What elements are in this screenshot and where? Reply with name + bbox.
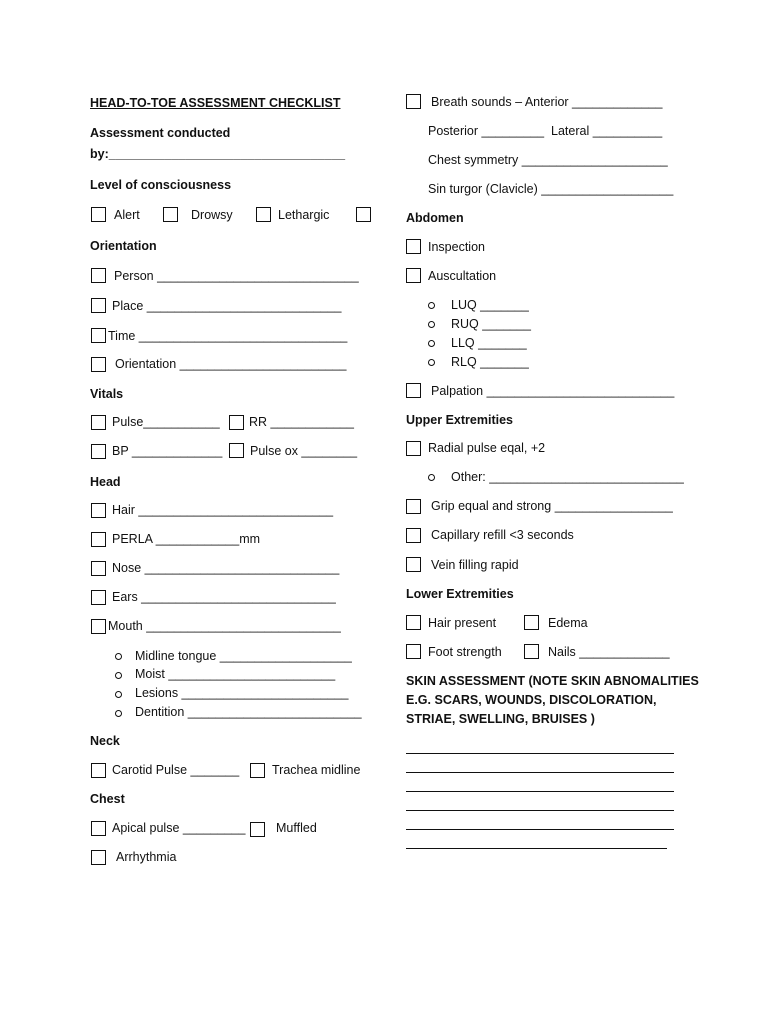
bullet-icon	[115, 710, 122, 717]
hair-present-checkbox[interactable]	[406, 615, 421, 630]
rlq-field[interactable]: RLQ _______	[451, 355, 529, 369]
bullet-icon	[115, 691, 122, 698]
skin-notes-line-5[interactable]	[406, 829, 674, 830]
vitals-heading: Vitals	[90, 387, 124, 401]
midline-tongue-field[interactable]: Midline tongue ___________________	[135, 649, 352, 663]
breath-anterior-field[interactable]: Breath sounds – Anterior _____________	[431, 95, 663, 109]
orientation-checkbox[interactable]	[91, 357, 106, 372]
bullet-icon	[115, 653, 122, 660]
nails-field[interactable]: Nails _____________	[548, 645, 670, 659]
head-heading: Head	[90, 475, 121, 489]
hair-checkbox[interactable]	[91, 503, 106, 518]
foot-strength-checkbox[interactable]	[406, 644, 421, 659]
orientation-heading: Orientation	[90, 239, 157, 253]
vein-filling-checkbox[interactable]	[406, 557, 421, 572]
time-field[interactable]: Time ______________________________	[108, 329, 348, 343]
hair-field[interactable]: Hair ____________________________	[112, 503, 334, 517]
radial-pulse-checkbox[interactable]	[406, 441, 421, 456]
rr-field[interactable]: RR ____________	[249, 415, 354, 429]
moist-field[interactable]: Moist ________________________	[135, 667, 336, 681]
ears-field[interactable]: Ears ____________________________	[112, 590, 336, 604]
bullet-icon	[115, 672, 122, 679]
grip-field[interactable]: Grip equal and strong _________________	[431, 499, 673, 513]
dentition-field[interactable]: Dentition _________________________	[135, 705, 362, 719]
skin-notes-line-6[interactable]	[406, 848, 667, 849]
upper-extremities-heading: Upper Extremities	[406, 413, 513, 427]
abdomen-heading: Abdomen	[406, 211, 464, 225]
nose-field[interactable]: Nose ____________________________	[112, 561, 340, 575]
arrhythmia-checkbox[interactable]	[91, 850, 106, 865]
lethargic-checkbox[interactable]	[256, 207, 271, 222]
orientation-field[interactable]: Orientation ________________________	[115, 357, 347, 371]
auscultation-label: Auscultation	[428, 269, 497, 283]
perla-field[interactable]: PERLA ____________mm	[112, 532, 261, 546]
muffled-label: Muffled	[276, 821, 317, 835]
pulse-ox-field[interactable]: Pulse ox ________	[250, 444, 358, 458]
ruq-field[interactable]: RUQ _______	[451, 317, 531, 331]
arrhythmia-label: Arrhythmia	[116, 850, 177, 864]
chest-heading: Chest	[90, 792, 125, 806]
place-checkbox[interactable]	[91, 298, 106, 313]
person-checkbox[interactable]	[91, 268, 106, 283]
ears-checkbox[interactable]	[91, 590, 106, 605]
carotid-pulse-checkbox[interactable]	[91, 763, 106, 778]
carotid-pulse-field[interactable]: Carotid Pulse _______	[112, 763, 240, 777]
bullet-icon	[428, 321, 435, 328]
pulse-field[interactable]: Pulse___________	[112, 415, 220, 429]
lower-extremities-heading: Lower Extremities	[406, 587, 514, 601]
perla-checkbox[interactable]	[91, 532, 106, 547]
pulse-checkbox[interactable]	[91, 415, 106, 430]
alert-checkbox[interactable]	[91, 207, 106, 222]
page-title: HEAD-TO-TOE ASSESSMENT CHECKLIST	[90, 96, 341, 110]
neck-heading: Neck	[90, 734, 120, 748]
apical-pulse-checkbox[interactable]	[91, 821, 106, 836]
skin-notes-line-4[interactable]	[406, 810, 674, 811]
bp-field[interactable]: BP _____________	[112, 444, 223, 458]
edema-label: Edema	[548, 616, 588, 630]
lethargic-label: Lethargic	[278, 208, 330, 222]
nails-checkbox[interactable]	[524, 644, 539, 659]
capillary-refill-label: Capillary refill <3 seconds	[431, 528, 574, 542]
loc-heading: Level of consciousness	[90, 178, 232, 192]
apical-pulse-field[interactable]: Apical pulse _________	[112, 821, 246, 835]
skin-notes-line-2[interactable]	[406, 772, 674, 773]
loc-extra-checkbox[interactable]	[356, 207, 371, 222]
edema-checkbox[interactable]	[524, 615, 539, 630]
posterior-field[interactable]: Posterior _________	[428, 124, 545, 138]
place-field[interactable]: Place ____________________________	[112, 299, 342, 313]
breath-sounds-checkbox[interactable]	[406, 94, 421, 109]
skin-assessment-heading: SKIN ASSESSMENT (NOTE SKIN ABNOMALITIES	[406, 674, 699, 688]
bullet-icon	[428, 359, 435, 366]
skin-assessment-heading-line2: E.G. SCARS, WOUNDS, DISCOLORATION,	[406, 693, 657, 707]
trachea-midline-checkbox[interactable]	[250, 763, 265, 778]
rr-checkbox[interactable]	[229, 415, 244, 430]
other-field[interactable]: Other: ____________________________	[451, 470, 684, 484]
inspection-label: Inspection	[428, 240, 485, 254]
bullet-icon	[428, 302, 435, 309]
lateral-field[interactable]: Lateral __________	[551, 124, 663, 138]
conducted-label: Assessment conducted	[90, 126, 231, 140]
skin-notes-line-3[interactable]	[406, 791, 674, 792]
hair-present-label: Hair present	[428, 616, 497, 630]
bullet-icon	[428, 340, 435, 347]
time-checkbox[interactable]	[91, 328, 106, 343]
conducted-by-field[interactable]: by:__________________________________	[90, 147, 346, 161]
lesions-field[interactable]: Lesions ________________________	[135, 686, 349, 700]
bullet-icon	[428, 474, 435, 481]
capillary-refill-checkbox[interactable]	[406, 528, 421, 543]
grip-checkbox[interactable]	[406, 499, 421, 514]
vein-filling-label: Vein filling rapid	[431, 558, 519, 572]
palpation-checkbox[interactable]	[406, 383, 421, 398]
palpation-field[interactable]: Palpation ___________________________	[431, 384, 675, 398]
skin-notes-line-1[interactable]	[406, 753, 674, 754]
trachea-midline-label: Trachea midline	[272, 763, 361, 777]
drowsy-label: Drowsy	[191, 208, 233, 222]
alert-label: Alert	[114, 208, 140, 222]
llq-field[interactable]: LLQ _______	[451, 336, 527, 350]
inspection-checkbox[interactable]	[406, 239, 421, 254]
foot-strength-label: Foot strength	[428, 645, 502, 659]
luq-field[interactable]: LUQ _______	[451, 298, 529, 312]
mouth-field[interactable]: Mouth ____________________________	[108, 619, 341, 633]
bp-checkbox[interactable]	[91, 444, 106, 459]
muffled-checkbox[interactable]	[250, 822, 265, 837]
pulse-ox-checkbox[interactable]	[229, 443, 244, 458]
radial-pulse-label: Radial pulse eqal, +2	[428, 441, 546, 455]
auscultation-checkbox[interactable]	[406, 268, 421, 283]
skin-assessment-heading-line3: STRIAE, SWELLING, BRUISES )	[406, 712, 595, 726]
sin-turgor-field[interactable]: Sin turgor (Clavicle) ___________________	[428, 182, 674, 196]
chest-symmetry-field[interactable]: Chest symmetry _____________________	[428, 153, 668, 167]
mouth-checkbox[interactable]	[91, 619, 106, 634]
drowsy-checkbox[interactable]	[163, 207, 178, 222]
nose-checkbox[interactable]	[91, 561, 106, 576]
person-field[interactable]: Person _____________________________	[114, 269, 359, 283]
